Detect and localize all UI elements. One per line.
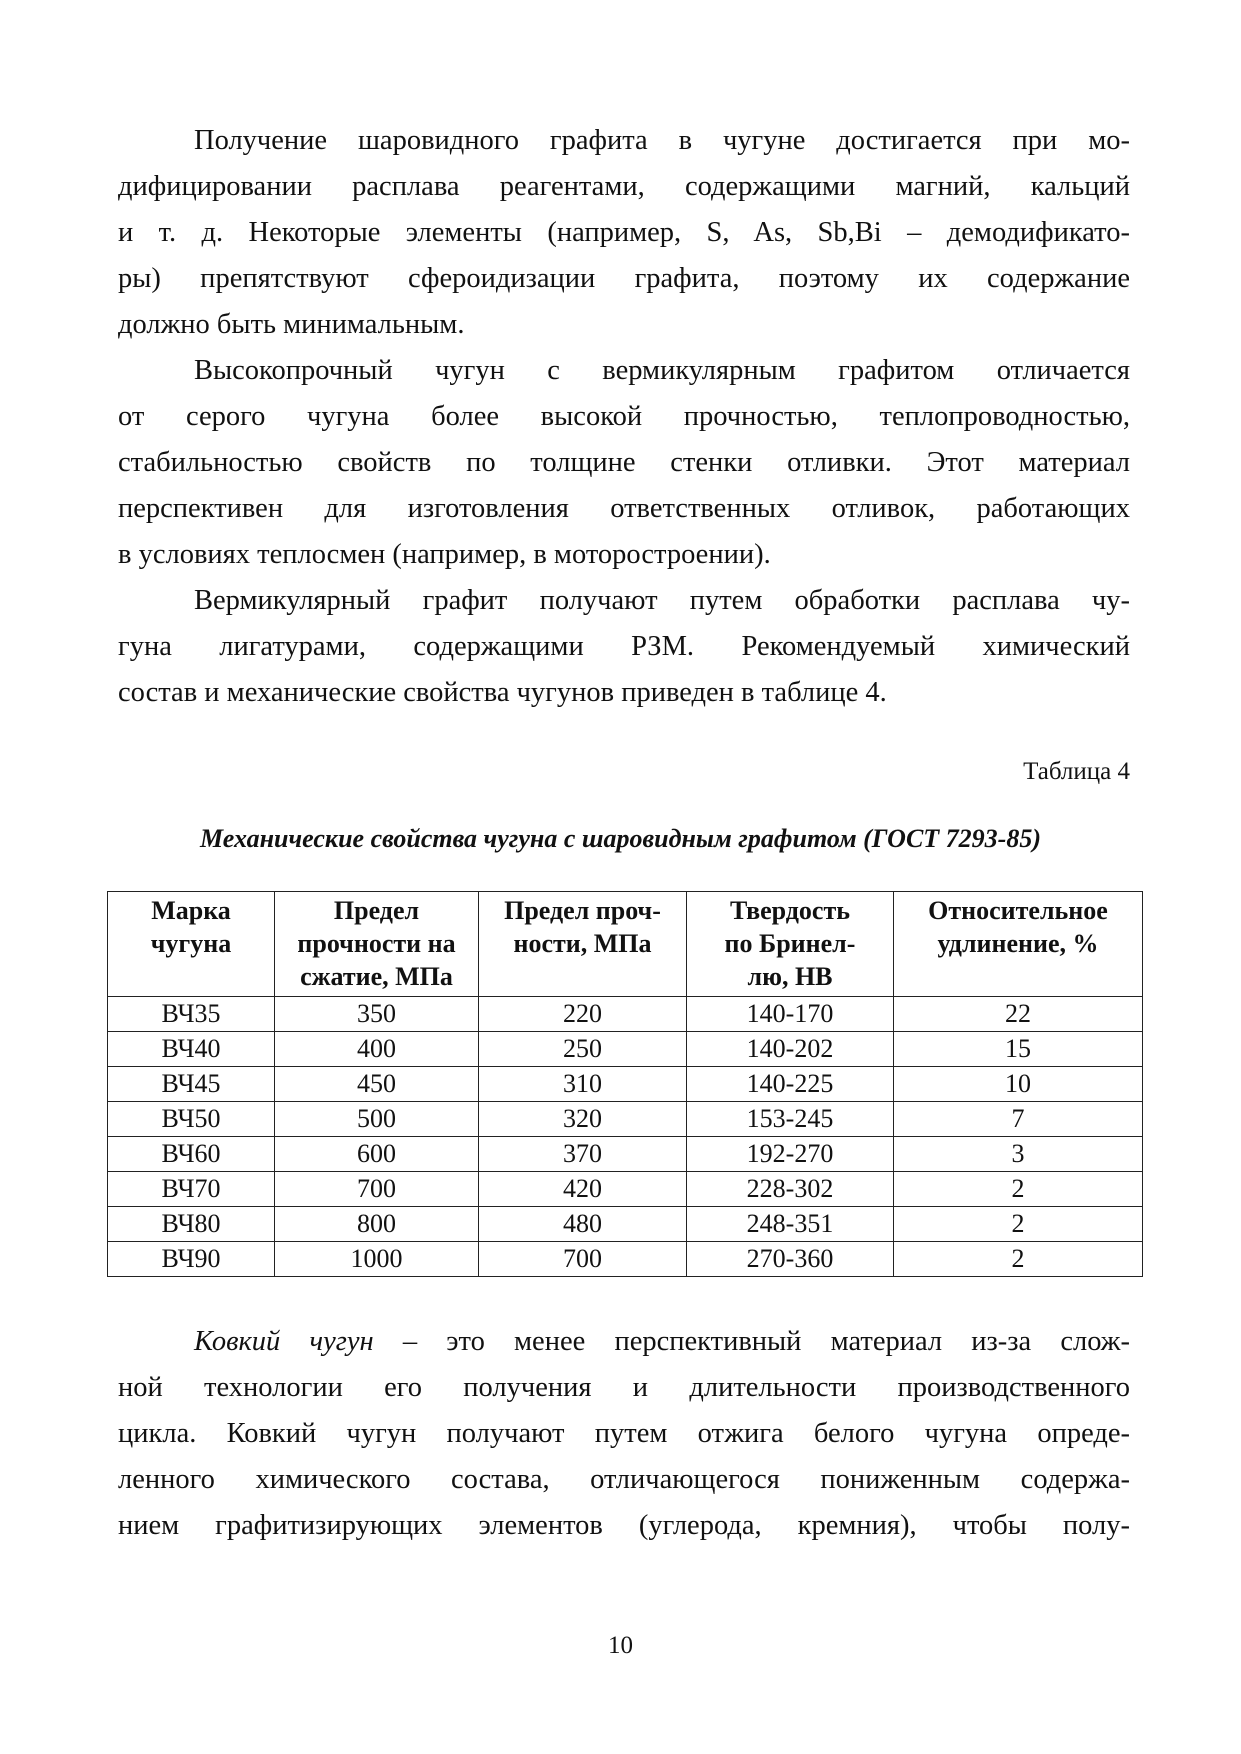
paragraph-line: Получение шаровидного графита в чугуне достигается при мо-: [194, 125, 1130, 156]
table-cell: 270-360: [687, 1242, 894, 1277]
table-cell: 22: [894, 997, 1143, 1032]
table-row: [108, 997, 1143, 1032]
table-cell: ВЧ70: [108, 1172, 275, 1207]
header-line: по Бринел-: [724, 929, 856, 958]
header-line: сжатие, МПа: [300, 962, 453, 991]
table-cell: ВЧ35: [108, 997, 275, 1032]
table-row: [108, 1242, 1143, 1277]
paragraph-line: ры) препятствуют сфероидизации графита, поэтому их содержание: [118, 263, 1130, 294]
table-cell: 192-270: [687, 1137, 894, 1172]
header-line: чугуна: [150, 929, 232, 958]
table-cell: 140-202: [687, 1032, 894, 1067]
header-line: Твердость: [730, 896, 850, 925]
table-cell: 370: [479, 1137, 687, 1172]
table-cell: ВЧ80: [108, 1207, 275, 1242]
table-cell: 7: [894, 1102, 1143, 1137]
table-body: [108, 997, 1143, 1277]
line-text: – это менее перспективный материал из-за слож-: [373, 1326, 1130, 1357]
table-cell: 2: [894, 1242, 1143, 1277]
header-line: Относительное: [928, 896, 1108, 925]
paragraph-line: цикла. Ковкий чугун получают путем отжига белого чугуна опреде-: [118, 1418, 1130, 1449]
table-cell: ВЧ60: [108, 1137, 275, 1172]
table-cell: ВЧ40: [108, 1032, 275, 1067]
column-header: [479, 892, 687, 997]
table-cell: 140-170: [687, 997, 894, 1032]
page-number: 10: [608, 1632, 633, 1659]
paragraph-line: состав и механические свойства чугунов приведен в таблице 4.: [118, 677, 887, 708]
table-row: [108, 1207, 1143, 1242]
paragraph-line: перспективен для изготовления ответственных отливок, работающих: [118, 493, 1130, 524]
table-cell: 228-302: [687, 1172, 894, 1207]
table-cell: 800: [275, 1207, 479, 1242]
paragraph-line: дифицировании расплава реагентами, содержащими магний, кальций: [118, 171, 1130, 202]
paragraph-line: в условиях теплосмен (например, в моторостроении).: [118, 539, 771, 570]
paragraph-line: от серого чугуна более высокой прочностью, теплопроводностью,: [118, 401, 1130, 432]
table-cell: 1000: [275, 1242, 479, 1277]
header-line: Марка: [151, 896, 231, 925]
paragraph-spheroidal-graphite: [118, 118, 1130, 348]
table-cell: 15: [894, 1032, 1143, 1067]
paragraph-line: Вермикулярный графит получают путем обработки расплава чу-: [194, 585, 1130, 616]
table-header-row: [108, 892, 1143, 997]
term-malleable-iron: Ковкий чугун: [194, 1326, 374, 1357]
column-header: [894, 892, 1143, 997]
table-cell: ВЧ45: [108, 1067, 275, 1102]
table-cell: 700: [479, 1242, 687, 1277]
table-cell: 140-225: [687, 1067, 894, 1102]
table-row: [108, 1102, 1143, 1137]
table-cell: 3: [894, 1137, 1143, 1172]
column-header: [275, 892, 479, 997]
table-row: [108, 1032, 1143, 1067]
paragraph-line: и т. д. Некоторые элементы (например, S, As, Sb,Bi – демодификато-: [118, 217, 1130, 248]
table-caption: Механические свойства чугуна с шаровидным графитом (ГОСТ 7293-85): [200, 824, 1041, 853]
paragraph-line: [118, 1319, 1130, 1365]
table-label: Таблица 4: [1023, 758, 1130, 785]
table-cell: 500: [275, 1102, 479, 1137]
paragraph-vermicular-iron: [118, 348, 1130, 578]
column-header: [687, 892, 894, 997]
paragraph-line: нием графитизирующих элементов (углерода, кремния), чтобы полу-: [118, 1510, 1130, 1541]
paragraph-line: ной технологии его получения и длительности производственного: [118, 1372, 1130, 1403]
table-row: [108, 1172, 1143, 1207]
paragraph-malleable-iron: [118, 1319, 1130, 1549]
header-line: удлинение, %: [937, 929, 1099, 958]
paragraph-line: должно быть минимальным.: [118, 309, 465, 340]
table-cell: 420: [479, 1172, 687, 1207]
header-line: ности, МПа: [513, 929, 652, 958]
table-cell: 450: [275, 1067, 479, 1102]
table-cell: 400: [275, 1032, 479, 1067]
paragraph-line: стабильностью свойств по толщине стенки отливки. Этот материал: [118, 447, 1130, 478]
table-cell: 480: [479, 1207, 687, 1242]
paragraph-line: ленного химического состава, отличающегося пониженным содержа-: [118, 1464, 1130, 1495]
table-row: [108, 1067, 1143, 1102]
table-cell: 700: [275, 1172, 479, 1207]
paragraph-vermicular-graphite: [118, 578, 1130, 716]
header-line: Предел: [333, 896, 420, 925]
table-row: [108, 1137, 1143, 1172]
table-cell: 310: [479, 1067, 687, 1102]
paragraph-line: Высокопрочный чугун с вермикулярным графитом отличается: [194, 355, 1130, 386]
table-cell: ВЧ50: [108, 1102, 275, 1137]
header-line: Предел проч-: [504, 896, 661, 925]
table-cell: 250: [479, 1032, 687, 1067]
properties-table: [107, 891, 1143, 1277]
paragraph-line: гуна лигатурами, содержащими РЗМ. Рекомендуемый химический: [118, 631, 1130, 662]
table-cell: 248-351: [687, 1207, 894, 1242]
column-header: [108, 892, 275, 997]
table-cell: 2: [894, 1207, 1143, 1242]
header-line: прочности на: [297, 929, 456, 958]
table-cell: ВЧ90: [108, 1242, 275, 1277]
header-line: лю, НВ: [747, 962, 833, 991]
table-cell: 2: [894, 1172, 1143, 1207]
table-cell: 600: [275, 1137, 479, 1172]
table-cell: 350: [275, 997, 479, 1032]
table-cell: 153-245: [687, 1102, 894, 1137]
table-cell: 220: [479, 997, 687, 1032]
table-cell: 10: [894, 1067, 1143, 1102]
table-cell: 320: [479, 1102, 687, 1137]
